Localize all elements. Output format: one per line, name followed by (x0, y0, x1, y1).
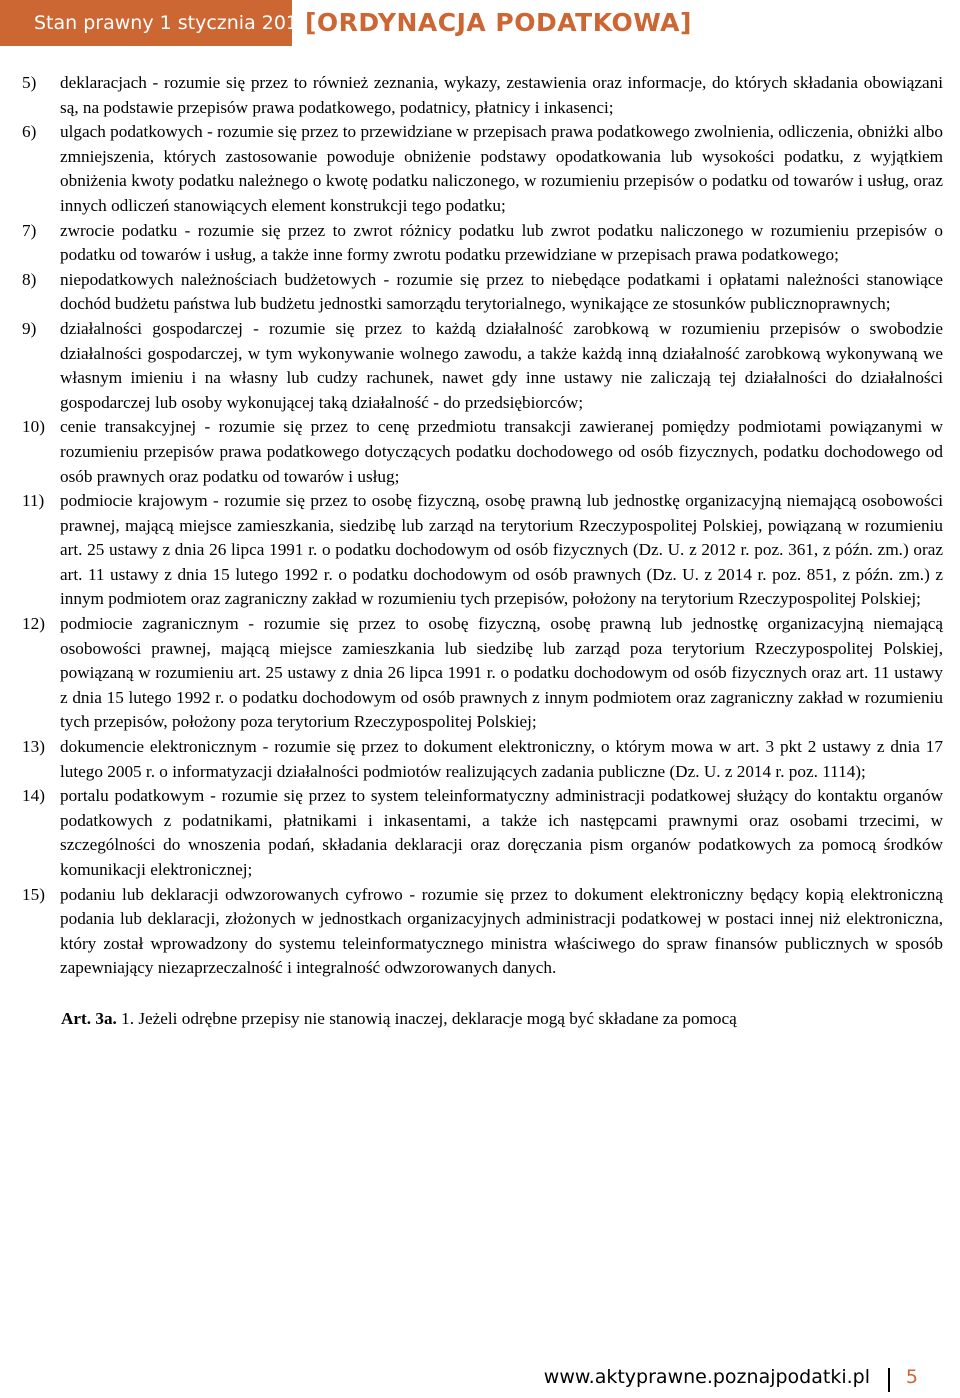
item-number: 15) (22, 884, 45, 904)
list-item (22, 784, 943, 882)
list-item (22, 883, 943, 981)
item-text: dokumencie elektronicznym - rozumie się przez to dokument elektroniczny, o którym mowa w art. 3 pkt 2 ustawy z dnia 17 lutego 2005 r. o informatyzacji działalności podmiotów realizujących zadania publiczne (Dz. U. z 2014 r. poz. 1114); (60, 737, 943, 781)
item-text: ulgach podatkowych - rozumie się przez to przewidziane w przepisach prawa podatkowego zwolnienia, odliczenia, obniżki albo zmniejszenia, których zastosowanie powoduje obniżenie podstawy opodatkowania lub wysokości podatku, z wyjątkiem obniżenia kwoty podatku należnego o kwotę podatku naliczonego, w rozumieniu przepisów o podatku od towarów i usług, oraz innych odliczeń stanowiących element konstrukcji tego podatku; (60, 122, 943, 215)
list-item (22, 735, 943, 784)
definition-list (22, 71, 943, 981)
list-item (22, 71, 943, 120)
item-number: 5) (22, 73, 37, 92)
item-text: portalu podatkowym - rozumie się przez to system teleinformatyczny administracji podatkowej służący do kontaktu organów podatkowych z podatnikami, płatnikami i inkasentami, a także ich następcami prawnymi oraz osobami trzecimi, w szczególności do wnoszenia podań, składania deklaracji oraz doręczania pism organów podatkowych za pomocą środków komunikacji elektronicznej; (60, 786, 943, 879)
item-number: 14) (22, 786, 45, 806)
item-text: deklaracjach - rozumie się przez to również zeznania, wykazy, zestawienia oraz informacje, do których składania obowiązani są, na podstawie przepisów prawa podatkowego, podatnicy, płatnicy i inkasenci; (60, 73, 943, 117)
item-text: podmiocie krajowym - rozumie się przez to osobę fizyczną, osobę prawną lub jednostkę organizacyjną niemającą osobowości prawnej, mającą miejsce zamieszkania, siedzibę lub zarząd na terytorium Rzeczypospolitej Polskiej, powiązaną w rozumieniu art. 25 ustawy z dnia 26 lipca 1991 r. o podatku dochodowym od osób fizycznych (Dz. U. z 2012 r. poz. 361, z późn. zm.) oraz art. 11 ustawy z dnia 15 lutego 1992 r. o podatku dochodowym od osób prawnych (Dz. U. z 2014 r. poz. 851, z późn. zm.) z innym podmiotem oraz zagraniczny zakład w rozumieniu tych przepisów, położony na terytorium Rzeczypospolitej Polskiej; (60, 491, 943, 609)
item-text: cenie transakcyjnej - rozumie się przez to cenę przedmiotu transakcji zawieranej pomiędzy podmiotami powiązanymi w rozumieniu przepisów prawa podatkowego dotyczących podatku dochodowego od osób fizycznych, podatku dochodowego od osób prawnych oraz podatku od towarów i usług; (60, 417, 943, 486)
item-number: 12) (22, 614, 45, 634)
page-footer (480, 1364, 940, 1394)
footer-url: www.aktyprawne.poznajpodatki.pl (543, 1366, 870, 1388)
list-item (22, 415, 943, 489)
footer-divider (888, 1368, 890, 1392)
legal-status-label: Stan prawny 1 stycznia 2016 r. (0, 0, 292, 46)
article-paragraph (22, 1007, 943, 1032)
document-body (22, 71, 943, 1032)
item-text: niepodatkowych należnościach budżetowych - rozumie się przez to niebędące podatkami i opłatami należności stanowiące dochód budżetu państwa lub budżetu jednostki samorządu terytorialnego, wynikające ze stosunków publicznoprawnych; (60, 269, 943, 314)
document-title: [ORDYNACJA PODATKOWA] (305, 8, 692, 37)
page-header (0, 0, 960, 46)
page-number: 5 (905, 1366, 918, 1388)
item-text: podmiocie zagranicznym - rozumie się przez to osobę fizyczną, osobę prawną lub jednostkę organizacyjną niemającą osobowości prawnej, mającą miejsce zamieszkania lub siedzibę lub zarząd poza terytorium Rzeczypospolitej Polskiej, powiązaną w rozumieniu art. 25 ustawy z dnia 26 lipca 1991 r. o podatku dochodowym od osób fizycznych oraz art. 11 ustawy z dnia 15 lutego 1992 r. o podatku dochodowym od osób prawnych z innym podmiotem oraz zagraniczny zakład w rozumieniu tych przepisów, położony poza terytorium Rzeczypospolitej Polskiej; (60, 614, 943, 732)
item-number: 13) (22, 737, 45, 757)
item-text: działalności gospodarczej - rozumie się przez to każdą działalność zarobkową w rozumieniu przepisów o swobodzie działalności gospodarczej, w tym wykonywanie wolnego zawodu, a także każdą inną działalność zarobkową wykonywaną we własnym imieniu i na własny lub cudzy rachunek, nawet gdy inne ustawy nie zaliczają tej działalności do działalności gospodarczej lub osoby wykonującej taką działalność - do przedsiębiorców; (60, 318, 943, 412)
item-text: podaniu lub deklaracji odwzorowanych cyfrowo - rozumie się przez to dokument elektroniczny będący kopią elektroniczną podania lub deklaracji, złożonych w jednostkach organizacyjnych administracji podatkowej w postaci innej niż elektroniczna, który został wprowadzony do systemu teleinformatycznego ministra właściwego do spraw finansów publicznych w sposób zapewniający niezaprzeczalność i integralność odwzorowanych danych. (60, 884, 943, 978)
list-item (22, 317, 943, 415)
list-item (22, 219, 943, 268)
article-label: Art. 3a. (61, 1008, 117, 1028)
list-item (22, 268, 943, 317)
item-number: 7) (22, 220, 37, 240)
item-number: 10) (22, 417, 45, 437)
item-number: 11) (22, 491, 45, 511)
item-number: 9) (22, 318, 37, 338)
list-item (22, 489, 943, 612)
list-item (22, 612, 943, 735)
item-number: 8) (22, 269, 37, 289)
item-number: 6) (22, 122, 37, 142)
item-text: zwrocie podatku - rozumie się przez to zwrot różnicy podatku lub zwrot podatku naliczonego w rozumieniu przepisów o podatku od towarów i usług, a także inne formy zwrotu podatku przewidziane w przepisach prawa podatkowego; (60, 220, 943, 265)
list-item (22, 120, 943, 218)
article-text: 1. Jeżeli odrębne przepisy nie stanowią inaczej, deklaracje mogą być składane za pomocą (116, 1008, 737, 1028)
